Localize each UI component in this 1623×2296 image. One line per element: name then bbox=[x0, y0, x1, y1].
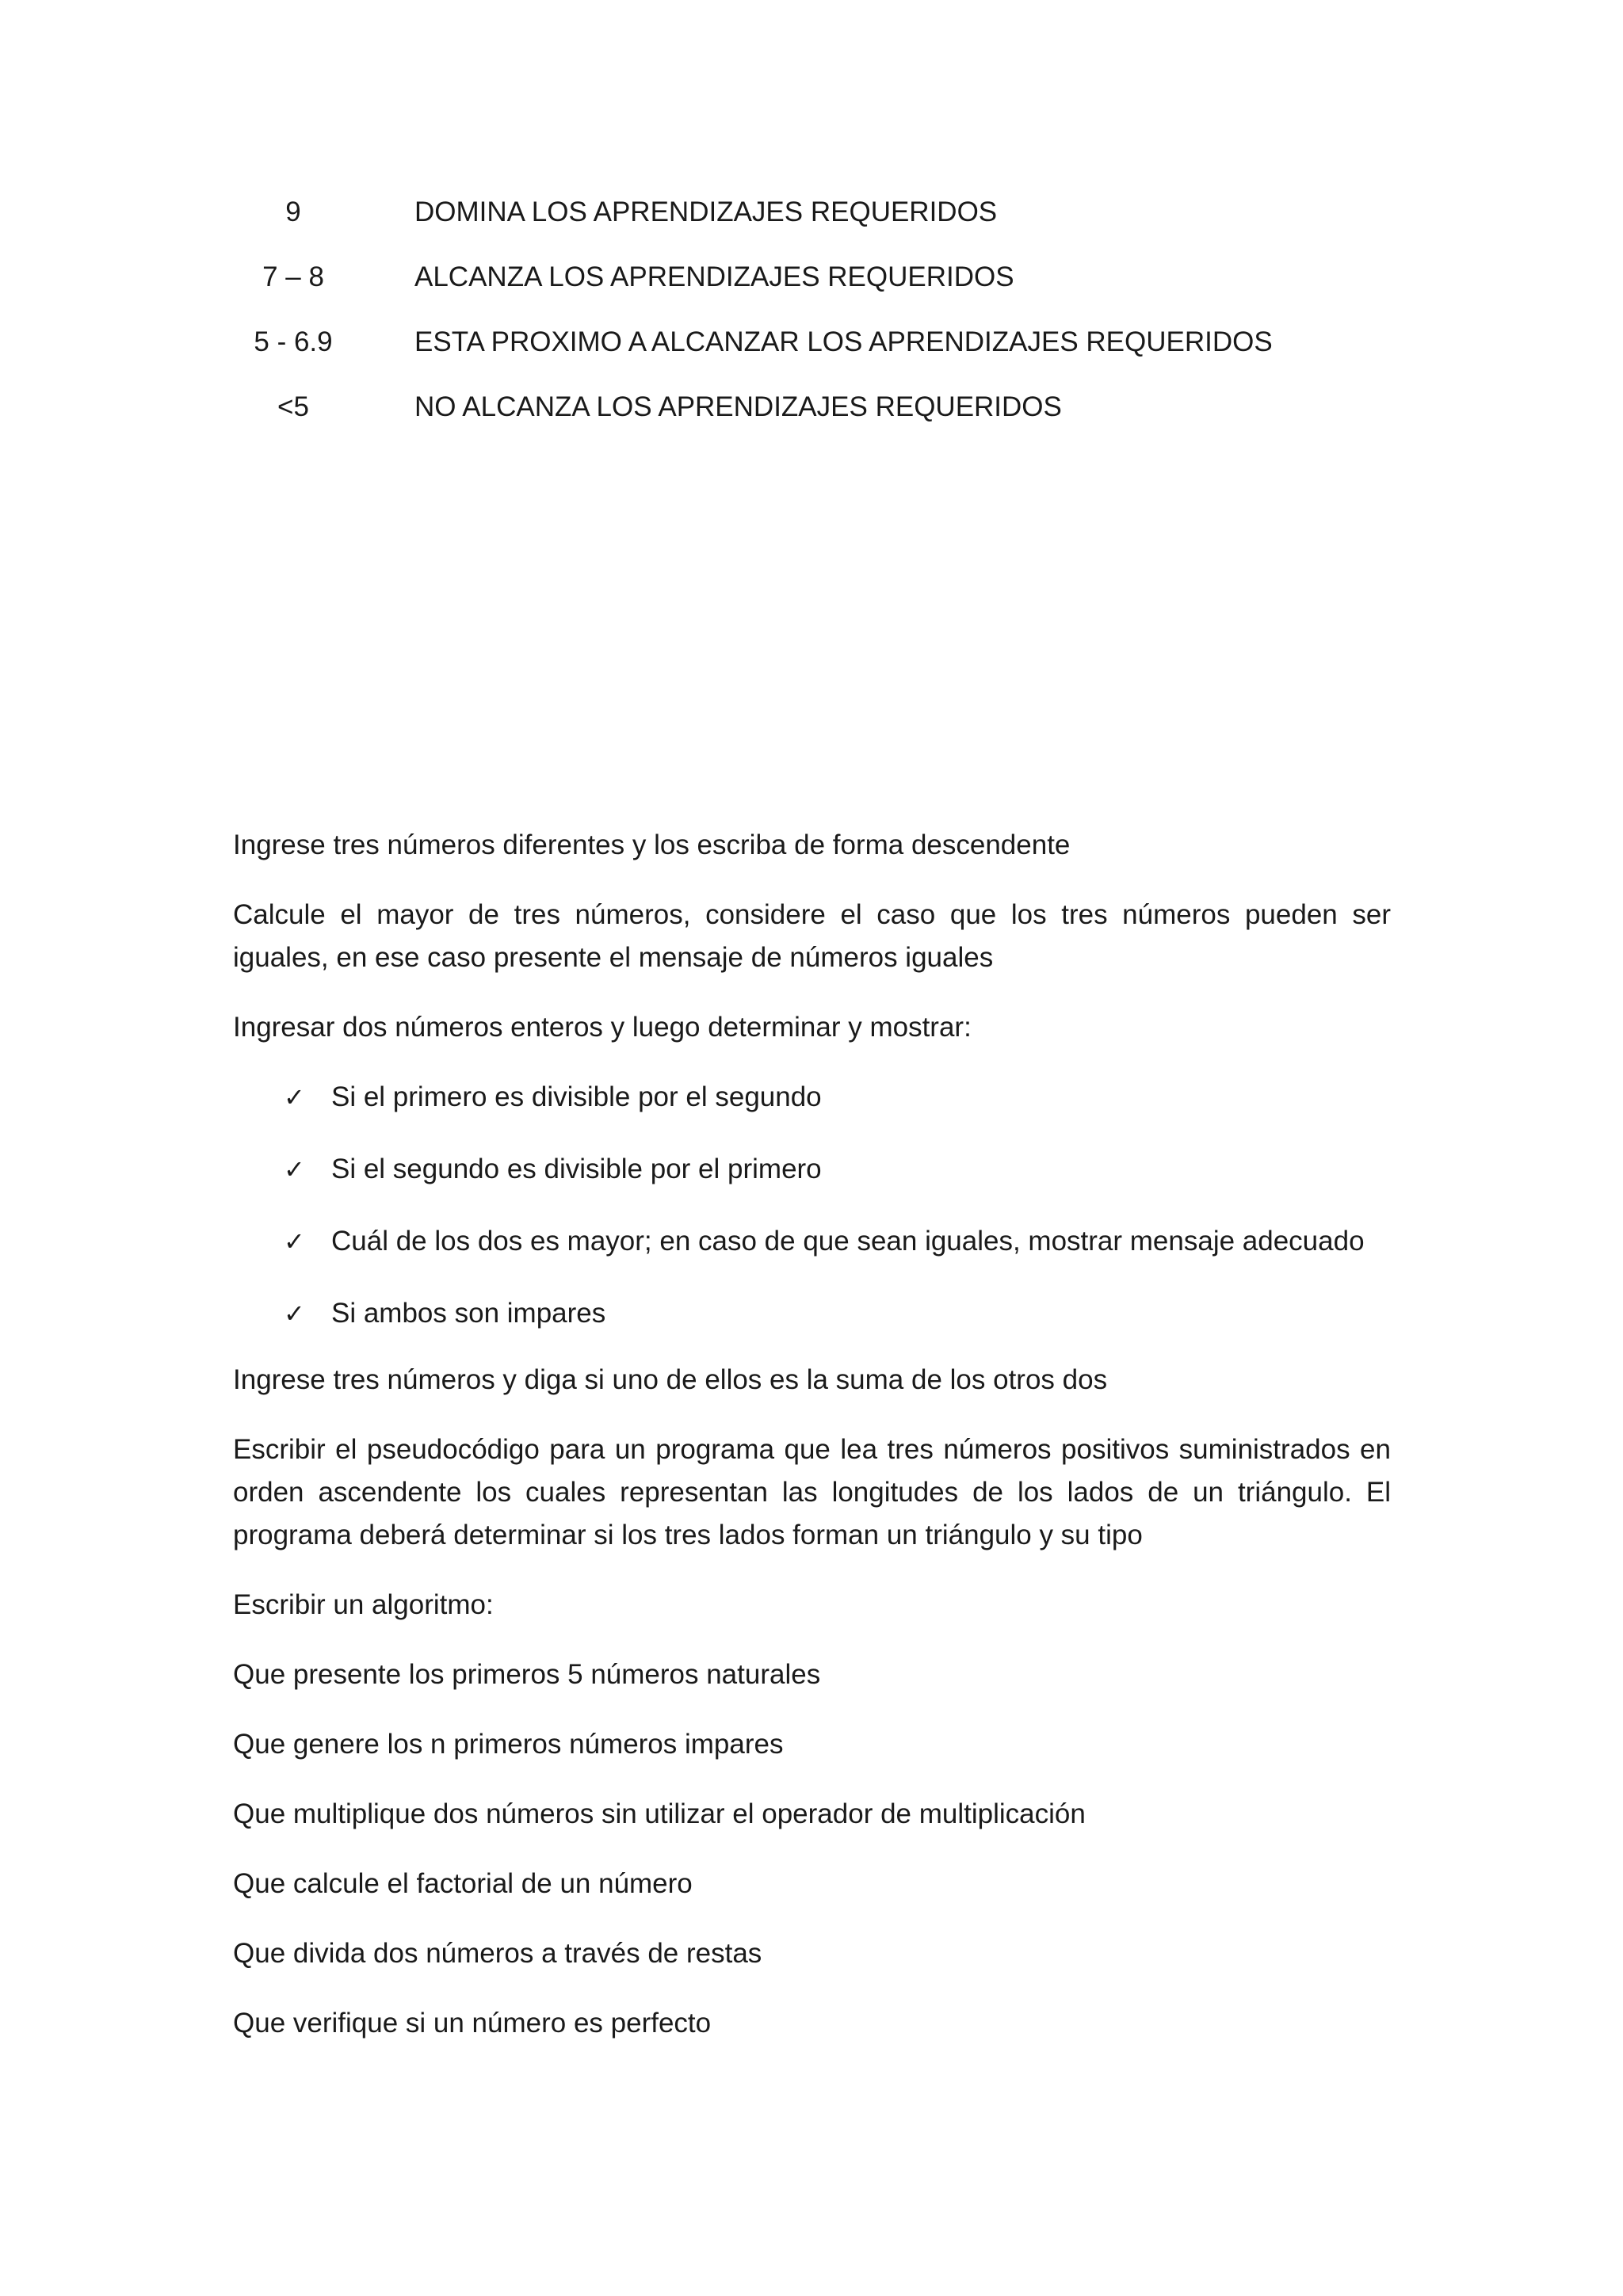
checklist-item-label: Si el primero es divisible por el segundo bbox=[331, 1081, 822, 1112]
exercise-paragraph: Escribir el pseudocódigo para un programa que lea tres números positivos suministrados en orden ascendente los cuales representan las longitudes de los lados de un triángulo. El programa deberá determinar si los tres lados forman un triángulo y su tipo bbox=[233, 1434, 1391, 1550]
algorithm-item: Que presente los primeros 5 números naturales bbox=[233, 1659, 821, 1690]
checklist bbox=[233, 1076, 1391, 1335]
algorithm-item: Que genere los n primeros números impares bbox=[233, 1729, 784, 1760]
exercise-paragraph: Ingresar dos números enteros y luego determinar y mostrar: bbox=[233, 1012, 972, 1043]
algorithm-item: Que divida dos números a través de restas bbox=[233, 1938, 762, 1969]
checkmark-icon: ✓ bbox=[284, 1082, 305, 1112]
exercise-paragraph: Ingrese tres números diferentes y los escriba de forma descendente bbox=[233, 830, 1071, 860]
checklist-item bbox=[284, 1148, 1391, 1191]
grade-row bbox=[230, 318, 1339, 383]
exercise-paragraph: Ingrese tres números y diga si uno de ellos es la suma de los otros dos bbox=[233, 1364, 1108, 1395]
checklist-item bbox=[284, 1220, 1391, 1263]
grade-score: 9 bbox=[285, 196, 301, 227]
checkmark-icon: ✓ bbox=[284, 1299, 305, 1329]
grade-score: 7 – 8 bbox=[262, 261, 324, 292]
grade-description: NO ALCANZA LOS APRENDIZAJES REQUERIDOS bbox=[414, 391, 1062, 422]
exercise-paragraph: Calcule el mayor de tres números, considere el caso que los tres números pueden ser iguales, en ese caso presente el mensaje de números iguales bbox=[233, 899, 1391, 973]
checklist-item-label: Cuál de los dos es mayor; en caso de que sean iguales, mostrar mensaje adecuado bbox=[331, 1226, 1365, 1257]
grade-score: 5 - 6.9 bbox=[254, 326, 333, 357]
grade-row bbox=[230, 254, 1339, 318]
exercise-list bbox=[233, 824, 1391, 2072]
grade-description: ALCANZA LOS APRENDIZAJES REQUERIDOS bbox=[414, 261, 1014, 292]
algorithm-item: Que multiplique dos números sin utilizar el operador de multiplicación bbox=[233, 1798, 1086, 1829]
grade-scale-table bbox=[230, 189, 1339, 448]
grade-row bbox=[230, 383, 1339, 448]
grade-description: ESTA PROXIMO A ALCANZAR LOS APRENDIZAJES REQUERIDOS bbox=[414, 326, 1273, 357]
grade-description: DOMINA LOS APRENDIZAJES REQUERIDOS bbox=[414, 196, 998, 227]
exercise-paragraph: Escribir un algoritmo: bbox=[233, 1589, 494, 1620]
checklist-item-label: Si el segundo es divisible por el primero bbox=[331, 1154, 822, 1184]
grade-row bbox=[230, 189, 1339, 254]
checklist-item bbox=[284, 1076, 1391, 1119]
algorithm-item: Que verifique si un número es perfecto bbox=[233, 2008, 712, 2039]
checkmark-icon: ✓ bbox=[284, 1226, 305, 1257]
checklist-item bbox=[284, 1292, 1391, 1335]
checkmark-icon: ✓ bbox=[284, 1154, 305, 1184]
algorithm-item: Que calcule el factorial de un número bbox=[233, 1868, 693, 1899]
checklist-item-label: Si ambos son impares bbox=[331, 1298, 606, 1329]
grade-score: <5 bbox=[277, 391, 309, 422]
